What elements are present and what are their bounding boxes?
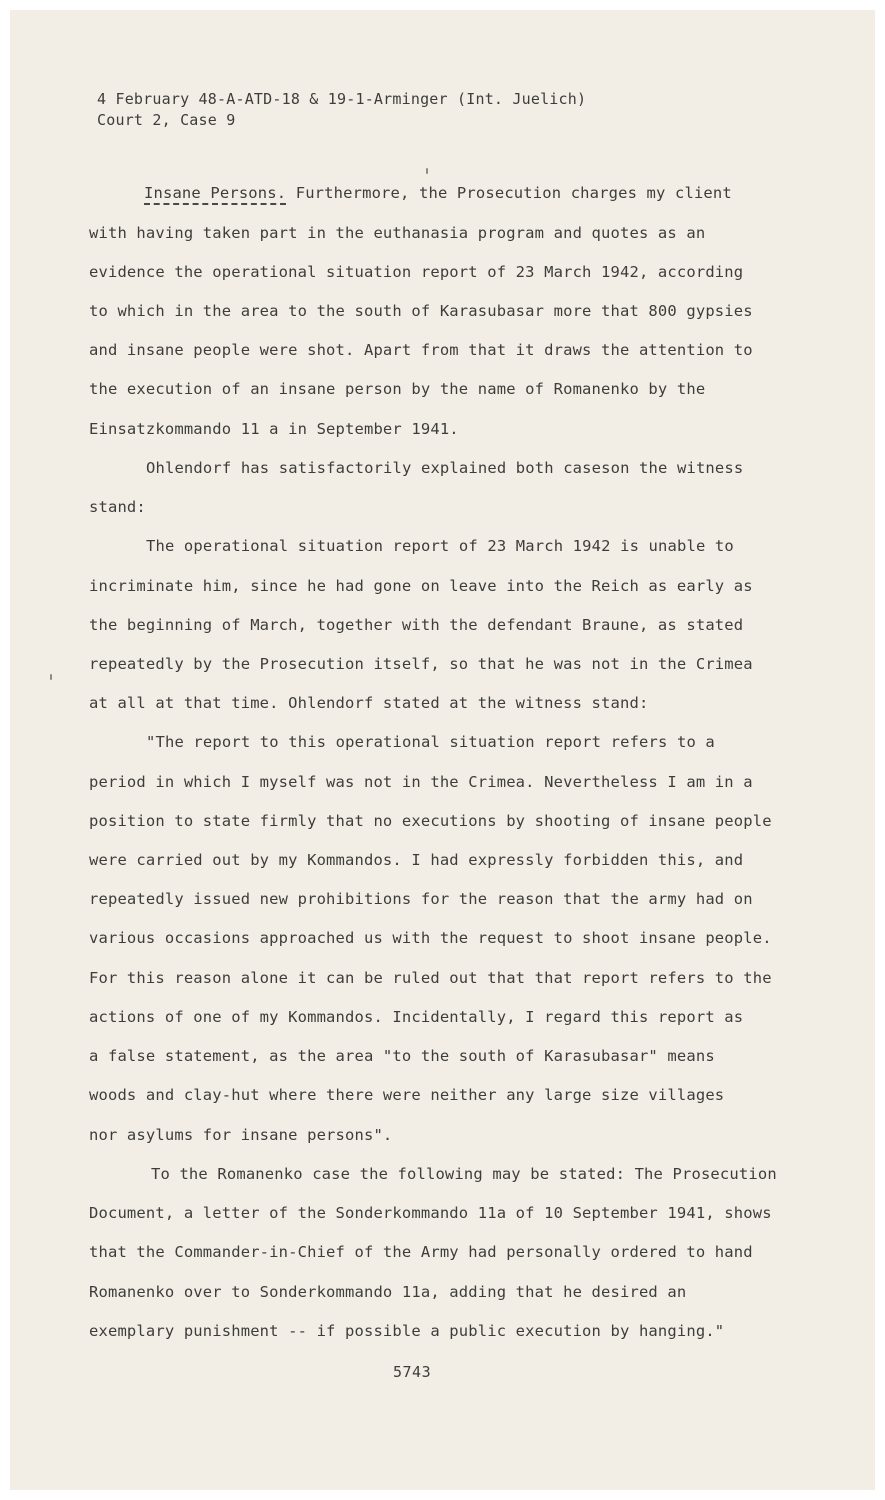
body-line-8: Ohlendorf has satisfactorily explained both caseson the witness xyxy=(146,459,744,477)
body-line-11: incriminate him, since he had gone on leave into the Reich as early as xyxy=(89,577,753,595)
body-line-20: various occasions approached us with the request to shoot insane people. xyxy=(89,929,772,947)
body-line-19: repeatedly issued new prohibitions for the reason that the army had on xyxy=(89,890,753,908)
body-line-4: to which in the area to the south of Karasubasar more that 800 gypsies xyxy=(89,302,753,320)
body-line-7: Einsatzkommando 11 a in September 1941. xyxy=(89,420,459,438)
body-line-28: that the Commander-in-Chief of the Army had personally ordered to hand xyxy=(89,1243,753,1261)
body-line-12: the beginning of March, together with the defendant Braune, as stated xyxy=(89,616,744,634)
body-line-16: period in which I myself was not in the Crimea. Nevertheless I am in a xyxy=(89,773,753,791)
body-line-6: the execution of an insane person by the name of Romanenko by the xyxy=(89,380,706,398)
body-line-5: and insane people were shot. Apart from that it draws the attention to xyxy=(89,341,753,359)
body-line-25: nor asylums for insane persons". xyxy=(89,1126,393,1144)
body-line-1 xyxy=(144,184,732,202)
body-line-2: with having taken part in the euthanasia program and quotes as an xyxy=(89,224,706,242)
body-line-17: position to state firmly that no executions by shooting of insane people xyxy=(89,812,772,830)
margin-mark xyxy=(50,674,52,680)
body-line-26: To the Romanenko case the following may be stated: The Prosecution xyxy=(151,1165,777,1183)
body-line-3: evidence the operational situation report of 23 March 1942, according xyxy=(89,263,744,281)
body-line-30: exemplary punishment -- if possible a public execution by hanging." xyxy=(89,1322,725,1340)
body-line-13: repeatedly by the Prosecution itself, so that he was not in the Crimea xyxy=(89,655,753,673)
page-number: 5743 xyxy=(393,1363,432,1381)
body-line-23: a false statement, as the area "to the south of Karasubasar" means xyxy=(89,1047,715,1065)
document-page xyxy=(10,10,875,1490)
body-line-15: "The report to this operational situation report refers to a xyxy=(146,733,715,751)
body-line-18: were carried out by my Kommandos. I had expressly forbidden this, and xyxy=(89,851,744,869)
body-line-29: Romanenko over to Sonderkommando 11a, adding that he desired an xyxy=(89,1283,687,1301)
body-line-24: woods and clay-hut where there were neither any large size villages xyxy=(89,1086,725,1104)
section-heading: Insane Persons. xyxy=(144,184,286,205)
stray-mark xyxy=(426,168,428,174)
body-line-1-text: Furthermore, the Prosecution charges my client xyxy=(286,184,732,202)
body-line-9: stand: xyxy=(89,498,146,516)
body-line-22: actions of one of my Kommandos. Incidentally, I regard this report as xyxy=(89,1008,744,1026)
header-line-1: 4 February 48-A-ATD-18 & 19-1-Arminger (Int. Juelich) xyxy=(97,90,587,108)
header-line-2: Court 2, Case 9 xyxy=(97,111,236,129)
body-line-21: For this reason alone it can be ruled out that that report refers to the xyxy=(89,969,772,987)
body-line-27: Document, a letter of the Sonderkommando 11a of 10 September 1941, shows xyxy=(89,1204,772,1222)
body-line-10: The operational situation report of 23 March 1942 is unable to xyxy=(146,537,734,555)
body-line-14: at all at that time. Ohlendorf stated at the witness stand: xyxy=(89,694,649,712)
